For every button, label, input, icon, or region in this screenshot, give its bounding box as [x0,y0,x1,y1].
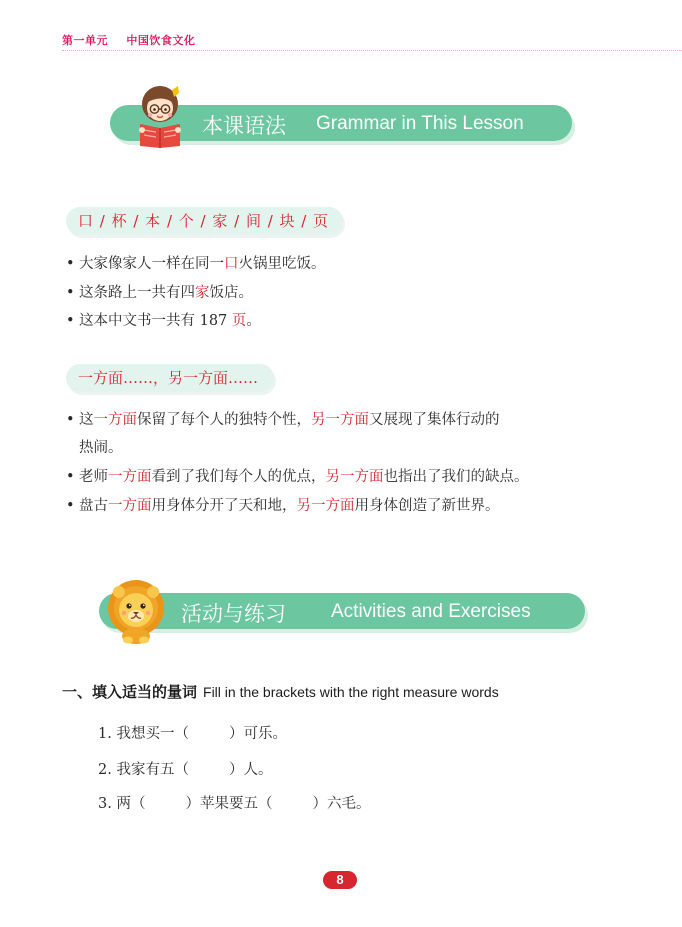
exercise-item: 2. 我家有五（ ）人。 [98,762,273,778]
grammar-2-example: • 盘古一方面用身体分开了天和地，另一方面用身体创造了新世界。 [66,492,500,520]
highlight: 一方面 [108,498,152,514]
grammar-2-example: • 老师一方面看到了我们每个人的优点，另一方面也指出了我们的缺点。 [66,463,529,491]
item-number: 1. [98,726,112,742]
header-divider [62,50,682,51]
grammar-1-example: • 这条路上一共有四家饭店。 [66,279,253,307]
highlight: 家 [195,285,210,301]
grammar-tag-measure-words: 口 / 杯 / 本 / 个 / 家 / 间 / 块 / 页 [66,207,343,235]
exercise-1-title-cn: 一、填入适当的量词 [62,683,198,701]
highlight: 一方面 [108,469,152,485]
grammar-2-example: • 这一方面保留了每个人的独特个性，另一方面又展现了集体行动的 [66,406,500,434]
item-number: 3. [98,796,112,812]
highlight: 另一方面 [296,498,355,514]
grammar-1-example: • 大家像家人一样在同一口火锅里吃饭。 [66,250,326,278]
highlight: 另一方面 [311,412,369,428]
activities-banner-title-en: Activities and Exercises [331,601,531,622]
highlight: 页 [231,313,247,329]
unit-title: 中国饮食文化 [126,34,196,47]
bullet: • [66,469,75,485]
bullet: • [66,256,75,272]
exercise-item: 1. 我想买一（ ）可乐。 [98,726,287,742]
running-header [62,32,195,48]
bullet: • [66,285,75,301]
highlight: 口 [224,256,239,272]
exercise-1-title-en: Fill in the brackets with the right measure words [203,684,499,700]
bullet: • [66,412,75,428]
exercise-item: 3. 两（ ）苹果要五（ ）六毛。 [98,796,371,812]
bullet: • [66,498,75,514]
grammar-2-example-continuation: 热闹。 [79,440,123,456]
page-number: 8 [323,871,357,889]
bullet: • [66,313,75,329]
grammar-1-example: • 这本中文书一共有 187 页。 [66,307,261,335]
girl-reading-book-icon [134,84,186,148]
item-number: 2. [98,762,112,778]
unit-label: 第一单元 [62,34,108,47]
activities-banner-title-cn: 活动与练习 [181,602,286,626]
exercise-1-title [62,681,499,702]
activities-section-banner [99,593,585,629]
grammar-tag-on-one-hand: 一方面……，另一方面…… [66,364,274,392]
highlight: 另一方面 [325,469,384,485]
lion-icon [104,578,168,644]
highlight: 一方面 [93,412,137,428]
grammar-banner-title-en: Grammar in This Lesson [316,113,524,134]
grammar-banner-title-cn: 本课语法 [202,114,286,138]
